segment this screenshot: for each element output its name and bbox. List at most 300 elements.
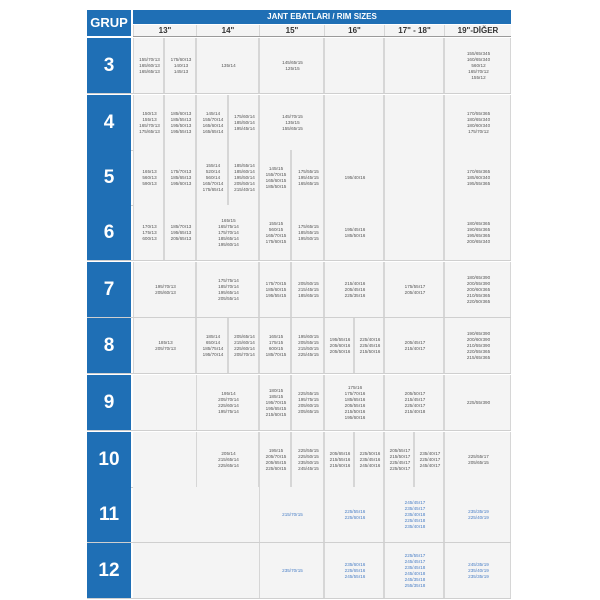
tire-size: 195/55r15 (265, 292, 287, 298)
size-list (325, 281, 385, 299)
tire-size: 185/50r16 (344, 232, 366, 238)
size-list (260, 281, 292, 299)
tire-size: 205/55r14 (218, 295, 239, 301)
tire-size: 165/75r14 (218, 223, 239, 229)
size-cell-c14 (196, 205, 259, 260)
group-number: 11 (98, 503, 120, 525)
group-row (133, 150, 511, 205)
tire-size: 245/35r18 (404, 576, 426, 582)
size-cell-c14 (196, 262, 259, 317)
tire-size: 175/65r14 (202, 186, 224, 192)
tire-size: 170r13 (142, 223, 157, 229)
size-cell-c19 (444, 38, 511, 93)
size-cell-c17 (384, 375, 444, 430)
tire-size: 195/45r14 (234, 125, 255, 131)
tire-size: 185/50r14 (234, 119, 255, 125)
tire-size: 175r15 (268, 339, 284, 345)
tire-size: 200/65r340 (466, 238, 491, 244)
tire-size: 185/60r340 (466, 174, 491, 180)
tire-size: 225/60r16 (344, 514, 366, 520)
tire-size: 170/65r365 (466, 168, 491, 174)
size-list (445, 331, 512, 361)
tire-size: 135r14 (221, 62, 236, 68)
size-list (385, 448, 415, 472)
tire-size: 215/40r17 (404, 345, 426, 351)
tire-size: 225/55r17 (468, 453, 489, 459)
col-14: 14" (196, 25, 259, 36)
size-list (134, 169, 165, 187)
col-15: 15" (259, 25, 324, 36)
tire-size: 215/45r15 (298, 286, 319, 292)
size-cell-c14a (196, 150, 228, 205)
tire-size: 195/60r15 (298, 333, 319, 339)
tire-size: 235/45r16 (359, 456, 381, 462)
tire-size: 245/45r17 (404, 558, 426, 564)
tire-size: 140r13 (173, 62, 189, 68)
tire-size: 235/35r19 (468, 573, 489, 579)
tire-size: 195/60r14 (218, 241, 239, 247)
tire-size: 165/65r15 (298, 180, 319, 186)
row-divider (87, 93, 511, 94)
size-cell-c15a (259, 262, 291, 317)
size-cell-c16 (324, 487, 384, 542)
tire-size: 205/60r13 (155, 289, 176, 295)
tire-size: 205/60r15 (298, 402, 319, 408)
tire-size: 215/40r14 (234, 186, 255, 192)
size-cell-c17 (384, 205, 444, 260)
tire-size: 215/60r15 (265, 411, 287, 417)
size-cell-c15b (291, 432, 324, 487)
size-cell-c15 (259, 95, 324, 150)
group-number: 5 (103, 166, 115, 188)
tire-size: 165/70r14 (202, 180, 224, 186)
tire-size: 205/65r13 (170, 235, 192, 241)
col-17-18: 17" - 18" (384, 25, 444, 36)
tire-size: 155/70r13 (139, 56, 160, 62)
tire-size: 235/70r15 (282, 567, 303, 573)
tire-size: 205/70r15 (265, 453, 287, 459)
tire-size: 225/45r17 (389, 459, 411, 465)
size-list (445, 169, 512, 187)
tire-size: 175/65r15 (298, 223, 319, 229)
tire-size: 210/55r390 (466, 342, 491, 348)
size-cell-c15 (259, 38, 324, 93)
size-cell-c19 (444, 543, 511, 598)
tire-size: 225/55r15 (298, 390, 319, 396)
tire-size: 165/70r13 (139, 122, 160, 128)
size-cell-c17a (384, 432, 414, 487)
size-list (292, 169, 325, 187)
tire-size: 225/55r17 (404, 552, 426, 558)
tire-size: 235/45r18 (404, 564, 426, 570)
size-list (229, 163, 260, 193)
group-row (133, 543, 511, 598)
tire-size: 145/70r15 (282, 113, 303, 119)
tire-size: 195/55r16 (329, 336, 351, 342)
size-list (445, 454, 512, 466)
size-list (385, 500, 445, 530)
tire-size: 185r15 (268, 393, 284, 399)
size-cell-c15a (259, 375, 291, 430)
group-label (87, 487, 131, 542)
tire-size: 215/40r16 (344, 280, 366, 286)
tire-size: 190/65r390 (466, 330, 491, 336)
size-list (134, 284, 197, 296)
tire-size: 215/50r16 (344, 408, 366, 414)
tire-size: 165r13 (142, 168, 157, 174)
tire-size: 145r13 (173, 68, 189, 74)
group-label (87, 432, 131, 487)
tire-size: 245/40r18 (404, 570, 426, 576)
tire-size: 205/65r15 (298, 408, 319, 414)
size-cell-c14 (196, 375, 259, 430)
size-cell-c13 (133, 262, 196, 317)
size-list (292, 391, 325, 415)
tire-size: 225/60r15 (265, 465, 287, 471)
size-cell-c19 (444, 318, 511, 373)
group-row (133, 432, 511, 487)
size-list (355, 451, 385, 469)
size-list (165, 111, 197, 135)
tire-size: 185/60r13 (170, 110, 192, 116)
tire-size: 600r15 (268, 345, 284, 351)
tire-size: 175/60r15 (265, 238, 287, 244)
tire-size: 195/65r14 (218, 289, 239, 295)
tire-size: 155r15 (268, 220, 284, 226)
tire-size: 165r15 (221, 217, 236, 223)
size-list (260, 60, 325, 72)
tire-size: 145/65r15 (282, 59, 303, 65)
group-row (133, 205, 511, 260)
size-list (260, 388, 292, 418)
tire-size: 175/55r17 (404, 283, 426, 289)
group-label (87, 150, 131, 205)
size-list (260, 512, 325, 518)
tire-size: 215/45r17 (404, 396, 426, 402)
tire-size: 235/40r18 (404, 523, 426, 529)
size-cell-c16 (324, 205, 384, 260)
tire-size: 175/75r14 (218, 277, 239, 283)
tire-size: 185/55r14 (234, 162, 255, 168)
tire-size: 225/45r15 (298, 351, 319, 357)
tire-size: 235/45r17 (404, 505, 426, 511)
size-cell-c14 (196, 38, 259, 93)
size-cell-c15 (259, 543, 324, 598)
tire-size: 125r15 (285, 65, 300, 71)
tire-size: 225/45r16 (359, 342, 381, 348)
tire-size: 205/60r16 (329, 342, 351, 348)
size-list (445, 51, 512, 81)
group-label (87, 318, 131, 373)
row-divider (87, 598, 511, 599)
tire-size: 195/75r15 (298, 396, 319, 402)
tire-size: 195r15 (268, 447, 284, 453)
tire-size: 175/60r14 (234, 113, 255, 119)
tire-size: 195/60r16 (344, 414, 366, 420)
tire-size: 225/60r14 (234, 345, 255, 351)
tire-size: 205/70r14 (218, 396, 239, 402)
size-list (229, 334, 260, 358)
tire-size: 205/65r15 (468, 459, 489, 465)
size-list (260, 114, 325, 132)
size-list (385, 284, 445, 296)
tire-size: 215/40r18 (404, 408, 426, 414)
tire-size: 225/55r15 (298, 447, 319, 453)
tire-size: 185/55r15 (298, 229, 319, 235)
size-list (445, 400, 512, 406)
tire-size: 195/70r14 (202, 351, 224, 357)
size-cell-c17 (384, 95, 444, 150)
tire-size: 165/65r13 (139, 68, 160, 74)
tire-size: 195/70r13 (155, 283, 176, 289)
size-list (292, 334, 325, 358)
tire-size: 205/65r15 (265, 459, 287, 465)
size-cell-c15b (291, 205, 324, 260)
tire-size: 235/40r19 (468, 567, 489, 573)
tire-size: 215/70r15 (282, 511, 303, 517)
size-cell-c17 (384, 543, 444, 598)
tire-size: 205r14 (221, 450, 236, 456)
tire-size: 225/40r16 (359, 336, 381, 342)
size-cell-c17 (384, 150, 444, 205)
tire-size: 235/60r16 (344, 561, 366, 567)
size-list (260, 568, 325, 574)
tire-size: 225/60r14 (218, 402, 239, 408)
size-list (134, 224, 165, 242)
tire-size: 155r14 (205, 162, 221, 168)
tire-size: 185r14 (205, 333, 221, 339)
tire-size: 215/60r16 (329, 462, 351, 468)
size-list (445, 221, 512, 245)
tire-size: 215/60r14 (234, 339, 255, 345)
size-cell-c16a (324, 318, 354, 373)
tire-size: 215/65r14 (218, 456, 239, 462)
size-list (325, 562, 385, 580)
tire-size: 185/65r15 (298, 292, 319, 298)
tire-size: 175/70r13 (170, 168, 192, 174)
tire-size: 195/40r16 (344, 174, 366, 180)
tire-size: 210/55r365 (466, 292, 491, 298)
size-list (445, 509, 512, 521)
size-list (229, 114, 260, 132)
tire-size: 185r13 (158, 339, 173, 345)
tire-size: 185/60r14 (234, 168, 255, 174)
tire-size: 175/70r16 (344, 390, 366, 396)
tire-size: 205/65r16 (329, 450, 351, 456)
group-row (133, 487, 511, 542)
tire-size: 225/50r17 (389, 465, 411, 471)
tire-size: 185/70r13 (170, 223, 192, 229)
tire-size: 180/65r340 (466, 116, 491, 122)
size-cell-c19 (444, 432, 511, 487)
size-list (260, 448, 292, 472)
tire-size: 180/65r365 (466, 220, 491, 226)
tire-size: 205/45r17 (404, 339, 426, 345)
size-cell-c14b (228, 318, 259, 373)
group-label (87, 543, 131, 598)
size-cell-c14a (196, 318, 228, 373)
size-list (325, 509, 385, 521)
tire-size: 215/50r15 (298, 345, 319, 351)
tire-size: 235/40r17 (419, 450, 441, 456)
tire-size: 520r14 (205, 168, 221, 174)
size-cell-c13b (164, 205, 196, 260)
size-cell-c15b (291, 262, 324, 317)
tire-size: 145r15 (268, 165, 284, 171)
size-cell-c17b (414, 432, 444, 487)
tire-size: 195/50r13 (170, 122, 192, 128)
tire-size: 185/60r15 (265, 286, 287, 292)
size-cell-c13a (133, 95, 164, 150)
size-cell-c16 (324, 38, 384, 93)
size-cell-c15 (259, 487, 324, 542)
size-list (385, 340, 445, 352)
size-list (385, 391, 445, 415)
size-cell-c15a (259, 205, 291, 260)
size-list (325, 227, 385, 239)
tire-size: 590r13 (142, 180, 157, 186)
size-list (165, 57, 197, 75)
tire-size: 175/65r13 (139, 128, 160, 134)
group-label (87, 375, 131, 430)
tire-size: 165/70r15 (265, 232, 287, 238)
size-list (197, 163, 229, 193)
tire-size: 185/50r15 (265, 183, 287, 189)
size-list (197, 334, 229, 358)
tire-size: 205/65r14 (234, 333, 255, 339)
group-number: 3 (103, 54, 115, 76)
tire-size: 225/55r390 (466, 399, 491, 405)
tire-size: 150r13 (142, 110, 157, 116)
group-row (133, 95, 511, 150)
tire-size: 220/50r365 (466, 298, 491, 304)
tire-size: 190/65r365 (466, 226, 491, 232)
size-cell-c17 (384, 262, 444, 317)
tire-size: 165r15 (268, 333, 284, 339)
col-13: 13" (133, 25, 196, 36)
tire-size: 205/45r16 (344, 286, 366, 292)
tire-size: 560r15 (268, 226, 284, 232)
size-cell-c14b (228, 150, 259, 205)
tire-size: 215/50r17 (389, 453, 411, 459)
size-cell-c13b (164, 150, 196, 205)
size-list (355, 337, 385, 355)
tire-size: 245/45r17 (404, 499, 426, 505)
size-cell-c19 (444, 95, 511, 150)
tire-size: 165/60r14 (202, 122, 224, 128)
tire-size: 205/55r17 (389, 447, 411, 453)
tire-size: 145r14 (205, 110, 221, 116)
tire-size: 185/70r14 (218, 283, 239, 289)
size-list (445, 111, 512, 135)
tire-size: 175r13 (142, 229, 157, 235)
tire-size: 165/60r15 (265, 177, 287, 183)
size-cell-c17 (384, 487, 444, 542)
tire-size: 225/40r17 (404, 402, 426, 408)
tire-size: 200/60r365 (466, 286, 491, 292)
size-cell-c16 (324, 543, 384, 598)
tire-size: 205/55r15 (298, 339, 319, 345)
size-cell-c13b (164, 95, 196, 150)
size-list (260, 166, 292, 190)
tire-size: 195/55r365 (466, 180, 491, 186)
size-list (325, 337, 355, 355)
tire-size: 205/50r16 (329, 348, 351, 354)
group-number: 12 (98, 559, 120, 581)
tire-size: 195/60r13 (170, 180, 192, 186)
size-list (292, 281, 325, 299)
size-list (325, 451, 355, 469)
size-list (325, 175, 385, 181)
tire-size: 135r15 (285, 119, 300, 125)
group-row (133, 318, 511, 373)
tire-size: 165/60r13 (139, 62, 160, 68)
size-list (260, 334, 292, 358)
size-list (385, 553, 445, 589)
tire-size: 155/70r14 (202, 116, 224, 122)
tire-size: 235/35r19 (468, 508, 489, 514)
tire-size: 205/50r17 (404, 390, 426, 396)
size-list (197, 63, 260, 69)
tire-size: 195/55r13 (170, 128, 192, 134)
tire-size: 560r12 (471, 62, 486, 68)
tire-size: 205/70r13 (155, 345, 176, 351)
row-divider (87, 373, 511, 374)
size-cell-c15b (291, 318, 324, 373)
size-cell-c16 (324, 375, 384, 430)
tire-size: 245/35r19 (468, 561, 489, 567)
tire-size: 220/55r365 (466, 348, 491, 354)
group-number: 8 (103, 334, 115, 356)
tire-size: 205/40r17 (404, 289, 426, 295)
size-cell-c15a (259, 150, 291, 205)
tire-size: 235/50r15 (298, 459, 319, 465)
tire-size: 195/65r13 (170, 229, 192, 235)
size-cell-c15b (291, 375, 324, 430)
size-cell-c19 (444, 375, 511, 430)
tire-size: 195/45r15 (298, 174, 319, 180)
tire-size: 225/55r16 (344, 508, 366, 514)
col-16: 16" (324, 25, 384, 36)
tire-size: 155/70r15 (265, 171, 287, 177)
size-cell-c13b (164, 38, 196, 93)
tire-size: 185/75r14 (202, 345, 224, 351)
tire-size: 195/65r365 (466, 232, 491, 238)
tire-size: 185/65r14 (218, 235, 239, 241)
group-row (133, 262, 511, 317)
tire-size: 180r15 (268, 387, 284, 393)
group-number: 6 (103, 221, 115, 243)
tire-size: 155/65r345 (466, 50, 491, 56)
tire-size: 225/35r16 (344, 292, 366, 298)
tire-size: 185/70r15 (265, 351, 287, 357)
tire-size: 225/65r16 (344, 567, 366, 573)
size-cell-c15b (291, 150, 324, 205)
size-cell-c16 (324, 262, 384, 317)
tire-size: 560r14 (205, 174, 221, 180)
tire-size: 170/55r365 (466, 110, 491, 116)
tire-size: 195/50r14 (234, 174, 255, 180)
size-list (197, 218, 260, 248)
size-cell-c17 (384, 318, 444, 373)
size-list (260, 221, 292, 245)
tire-size: 180/60r340 (466, 122, 491, 128)
group-number: 10 (98, 448, 120, 470)
col-19-diger: 19"-DİĞER (444, 25, 511, 36)
tire-size: 225/65r14 (218, 462, 239, 468)
tire-size: 185/65r16 (344, 396, 366, 402)
size-cell-c16b (354, 318, 384, 373)
